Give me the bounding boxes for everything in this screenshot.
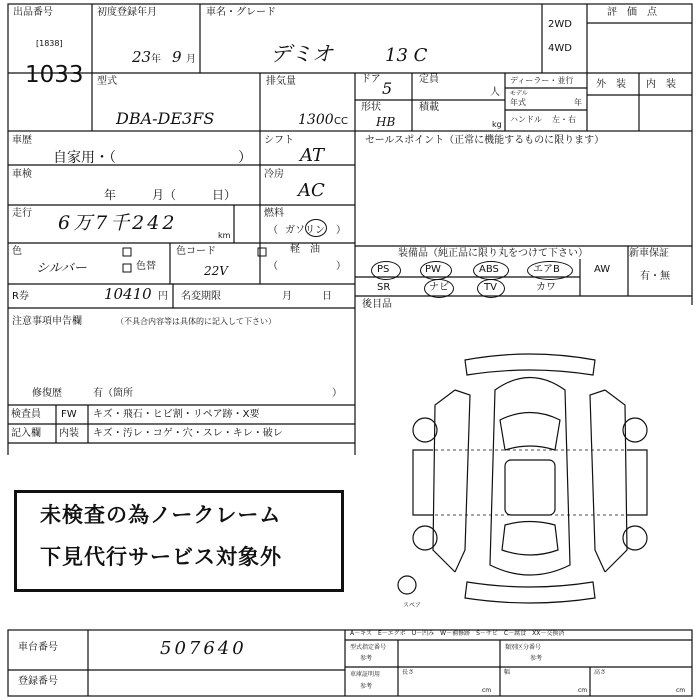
rating-label: 評 価 点 <box>607 7 657 18</box>
stamp-line-2: 下見代行サービス対象外 <box>40 545 282 569</box>
equip-airbag: エアB <box>533 264 560 275</box>
load-unit: kg <box>492 120 502 129</box>
handle-options: 左・右 <box>552 115 576 124</box>
aircon-label: 冷房 <box>264 169 284 180</box>
equip-aw: AW <box>594 264 611 275</box>
registration-label: 登録番号 <box>18 676 58 687</box>
aircon-value: AC <box>298 180 325 201</box>
garage-cert-label: 車庫証明用 <box>350 671 381 678</box>
fuel-paren-close-2: ） <box>336 261 346 272</box>
sales-point-label: セールスポイント（正常に機能するものに限ります） <box>365 135 605 146</box>
entry-label: 記入欄 <box>11 428 41 439</box>
spare-label: スペア <box>403 602 422 609</box>
repair-history-value: 有（箇所 <box>93 388 133 399</box>
mileage-unit: km <box>218 231 231 240</box>
inspector-label: 検査員 <box>11 409 41 420</box>
fuel-label: 燃料 <box>264 208 284 219</box>
name-change-value: 月 日 <box>282 291 332 302</box>
displacement-unit: CC <box>334 116 348 127</box>
repair-history-label: 修復歴 <box>32 388 62 399</box>
circle-tv <box>477 279 505 298</box>
height-label: 高さ <box>594 669 607 676</box>
interior-label: 内 装 <box>646 79 676 90</box>
mileage-value: 6万7千242 <box>58 212 178 234</box>
new-car-warranty-value: 有・無 <box>640 271 670 282</box>
equip-tv: TV <box>484 282 497 293</box>
fuel-paren-close-1: ） <box>336 225 346 236</box>
lot-sub: [1838] <box>36 39 63 48</box>
recycle-ticket-value: 10410 <box>104 285 152 303</box>
exterior-label: 外 装 <box>596 79 626 90</box>
name-change-label: 名変期限 <box>181 291 221 302</box>
load-label: 積載 <box>419 102 439 113</box>
shape-value: HB <box>376 115 396 129</box>
displacement-value: 1300 <box>298 112 334 128</box>
year-unit: 年 <box>151 54 161 65</box>
month-unit: 月 <box>186 54 196 65</box>
color-code-value: 22V <box>204 264 228 278</box>
equip-leather: カワ <box>536 282 556 293</box>
recycle-ticket-label: R券 <box>12 291 29 302</box>
circle-navi <box>424 279 454 298</box>
stamp-line-1: 未検査の為ノークレーム <box>40 503 282 527</box>
model-year-label: モデル <box>510 90 528 97</box>
class-label: 類別区分番号 <box>505 644 542 651</box>
equipment-label: 装備品（純正品に限り丸をつけて下さい） <box>398 248 588 259</box>
model-year-label-2: 年式 <box>510 98 526 107</box>
fuel-diesel: 軽 油 <box>290 244 320 255</box>
recycle-ticket-unit: 円 <box>158 291 168 302</box>
history-close: ） <box>238 150 252 166</box>
first-registration-year: 23 <box>132 48 152 66</box>
interior-codes: キズ・汚レ・コゲ・穴・スレ・キレ・破レ <box>93 428 283 439</box>
color-value: シルバー <box>36 261 87 276</box>
history-value: 自家用・（ <box>53 150 116 166</box>
circle-pw <box>420 261 452 280</box>
chassis-label: 車台番号 <box>18 642 58 653</box>
width-label: 幅 <box>504 669 511 676</box>
equip-sr: SR <box>377 282 391 293</box>
shape-label: 形状 <box>361 102 381 113</box>
capacity-unit: 人 <box>490 87 500 98</box>
color-label: 色 <box>12 246 22 257</box>
equip-ps: PS <box>377 264 390 275</box>
equip-navi: ナビ <box>429 282 449 293</box>
lot-number: 1033 <box>25 62 84 88</box>
door-value: 5 <box>382 79 393 98</box>
notes-label: 注意事項申告欄 <box>12 316 82 327</box>
color-code-label: 色コード <box>176 246 216 257</box>
dealer-label: ディーラー・並行 <box>510 76 574 85</box>
type-label: 型式 <box>97 76 117 87</box>
equip-abs: ABS <box>479 264 499 275</box>
displacement-label: 排気量 <box>266 76 296 87</box>
new-car-warranty-label: 新車保証 <box>629 248 669 259</box>
circle-ps <box>371 261 401 280</box>
color-change-label: 色替 <box>136 261 156 272</box>
width-unit: cm <box>578 687 588 694</box>
circle-airbag <box>527 261 573 280</box>
equip-pw: PW <box>425 264 441 275</box>
notes-hint: （不具合内容等は具体的に記入して下さい） <box>116 317 276 326</box>
inspection-label: 車検 <box>12 169 32 180</box>
grade-name: 13 C <box>385 45 428 66</box>
length-label: 長さ <box>402 669 415 676</box>
inspection-value: 年 月（ 日） <box>104 188 237 202</box>
drive-4wd: 4WD <box>548 43 572 54</box>
type-spec-sub: 参考 <box>360 655 373 662</box>
windshield-label: FW <box>61 409 77 420</box>
model-name: デミオ <box>270 42 333 66</box>
handle-label: ハンドル <box>510 115 542 124</box>
model-year-unit: 年 <box>574 98 582 107</box>
chassis-number: 507640 <box>160 638 247 659</box>
car-damage-diagram <box>395 350 665 610</box>
drive-2wd: 2WD <box>548 19 572 30</box>
model-grade-label: 車名・グレード <box>206 7 276 18</box>
door-label: ドア <box>361 74 381 85</box>
height-unit: cm <box>676 687 686 694</box>
circle-abs <box>473 261 509 280</box>
interior-codes-label: 内装 <box>59 428 79 439</box>
class-sub: 参考 <box>530 655 543 662</box>
fuel-gasoline: ガソリン <box>285 225 325 236</box>
garage-cert-sub: 参考 <box>360 683 373 690</box>
repair-history-close: ） <box>332 388 342 399</box>
first-registration-label: 初度登録年月 <box>97 7 157 18</box>
lot-label: 出品番号 <box>13 7 53 18</box>
length-unit: cm <box>482 687 492 694</box>
first-registration-month: 9 <box>172 48 182 66</box>
history-label: 車歴 <box>12 135 32 146</box>
capacity-label: 定員 <box>419 74 439 85</box>
type-spec-label: 型式指定番号 <box>350 644 387 651</box>
backseat-label: 後目品 <box>362 299 392 310</box>
mileage-label: 走行 <box>12 208 32 219</box>
shift-label: シフト <box>264 135 294 146</box>
fuel-paren-open-1: （ <box>268 225 278 236</box>
shift-value: AT <box>300 145 325 166</box>
fuel-selected-circle <box>305 219 327 237</box>
windshield-codes: キズ・飛石・ヒビ割・リペア跡・X要 <box>93 409 260 420</box>
fuel-paren-open-2: （ <box>268 261 278 272</box>
damage-code-legend: A－キズ E－エクボ U－凹み W－補修跡 S－サビ C－腐食 XX－交換済 <box>350 630 565 637</box>
type-value: DBA-DE3FS <box>116 109 215 128</box>
